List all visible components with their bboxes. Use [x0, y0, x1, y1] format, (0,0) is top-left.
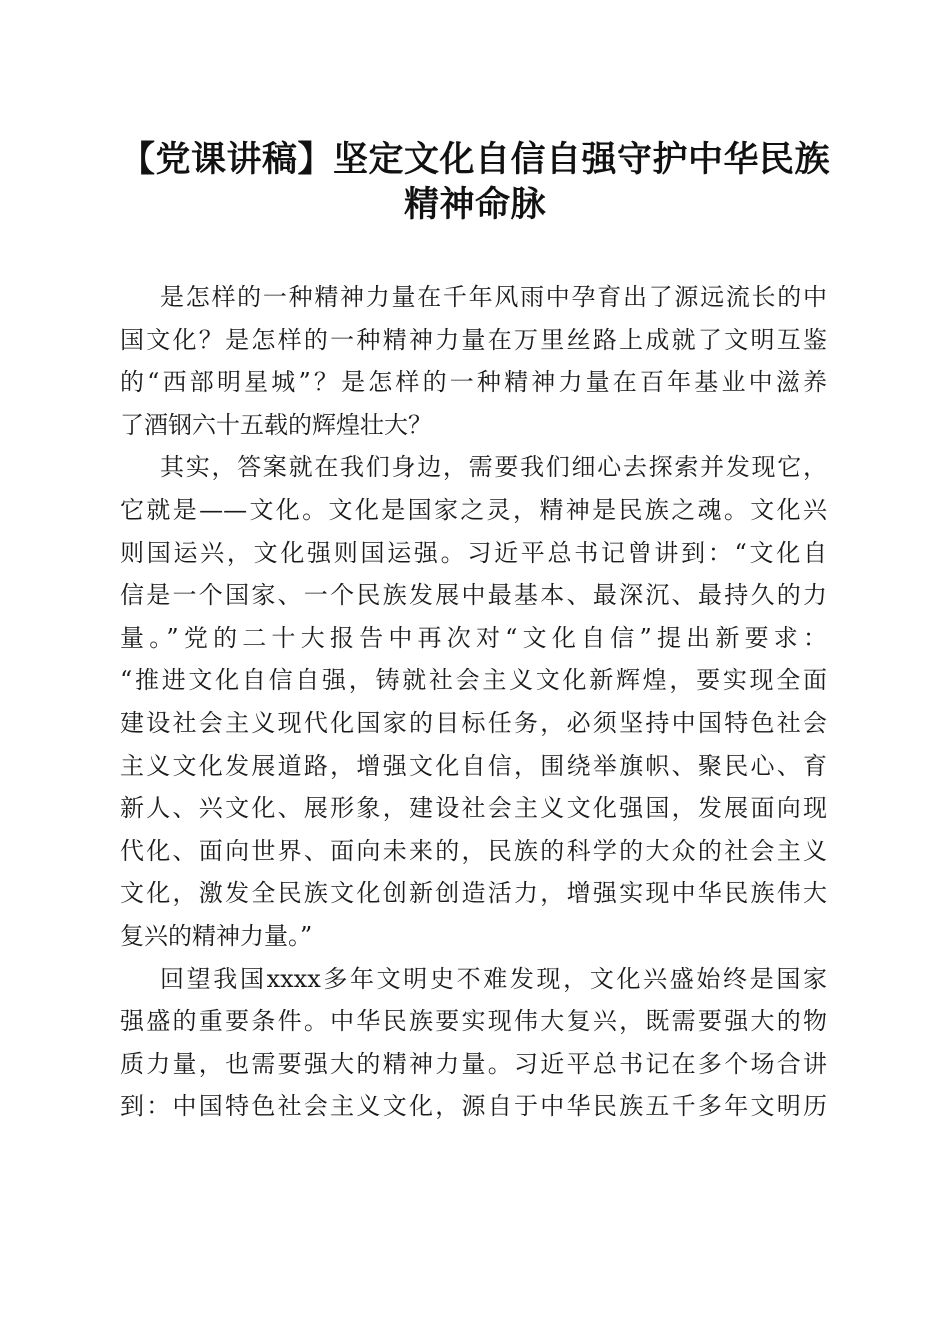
paragraph: [120, 276, 827, 446]
document-body: [120, 276, 827, 1128]
text-line: 文化，激发全民族文化创新创造活力，增强实现中华民族伟大: [120, 879, 827, 908]
text-line: 信是一个国家、一个民族发展中最基本、最深沉、最持久的力: [120, 581, 827, 610]
text-line: 强盛的重要条件。中华民族要实现伟大复兴，既需要强大的物: [120, 1007, 827, 1036]
text-line: 复兴的精神力量。”: [120, 921, 313, 950]
text-line: 国文化？是怎样的一种精神力量在万里丝路上成就了文明互鉴: [120, 325, 827, 354]
text-line: 回望我国xxxx多年文明史不难发现，文化兴盛始终是国家: [160, 964, 827, 993]
paragraph: [120, 958, 827, 1128]
text-line: 质力量，也需要强大的精神力量。习近平总书记在多个场合讲: [120, 1049, 827, 1078]
text-line: “推进文化自信自强，铸就社会主义文化新辉煌，要实现全面: [120, 666, 827, 695]
text-line: 其实，答案就在我们身边，需要我们细心去探索并发现它，: [160, 453, 827, 482]
text-line: 建设社会主义现代化国家的目标任务，必须坚持中国特色社会: [120, 708, 827, 737]
text-line: 新人、兴文化、展形象，建设社会主义文化强国，发展面向现: [120, 794, 827, 823]
title-line: 【党课讲稿】坚定文化自信自强守护中华民族: [119, 140, 830, 180]
paragraph: [120, 446, 827, 957]
text-line: 代化、面向世界、面向未来的，民族的科学的大众的社会主义: [120, 836, 827, 865]
text-line: 则国运兴，文化强则国运强。习近平总书记曾讲到：“文化自: [120, 538, 827, 567]
text-line: 主义文化发展道路，增强文化自信，围绕举旗帜、聚民心、育: [120, 751, 827, 780]
text-line: 它就是——文化。文化是国家之灵，精神是民族之魂。文化兴: [120, 495, 827, 524]
document-title: [100, 138, 850, 228]
text-line: 的“西部明星城”？是怎样的一种精神力量在百年基业中滋养: [120, 368, 827, 397]
text-line: 量。”党的二十大报告中再次对“文化自信”提出新要求：: [120, 623, 827, 652]
title-line: 精神命脉: [403, 185, 546, 225]
text-line: 到：中国特色社会主义文化，源自于中华民族五千多年文明历: [120, 1092, 827, 1121]
text-line: 是怎样的一种精神力量在千年风雨中孕育出了源远流长的中: [160, 283, 827, 311]
text-line: 了酒钢六十五载的辉煌壮大？: [120, 410, 432, 439]
